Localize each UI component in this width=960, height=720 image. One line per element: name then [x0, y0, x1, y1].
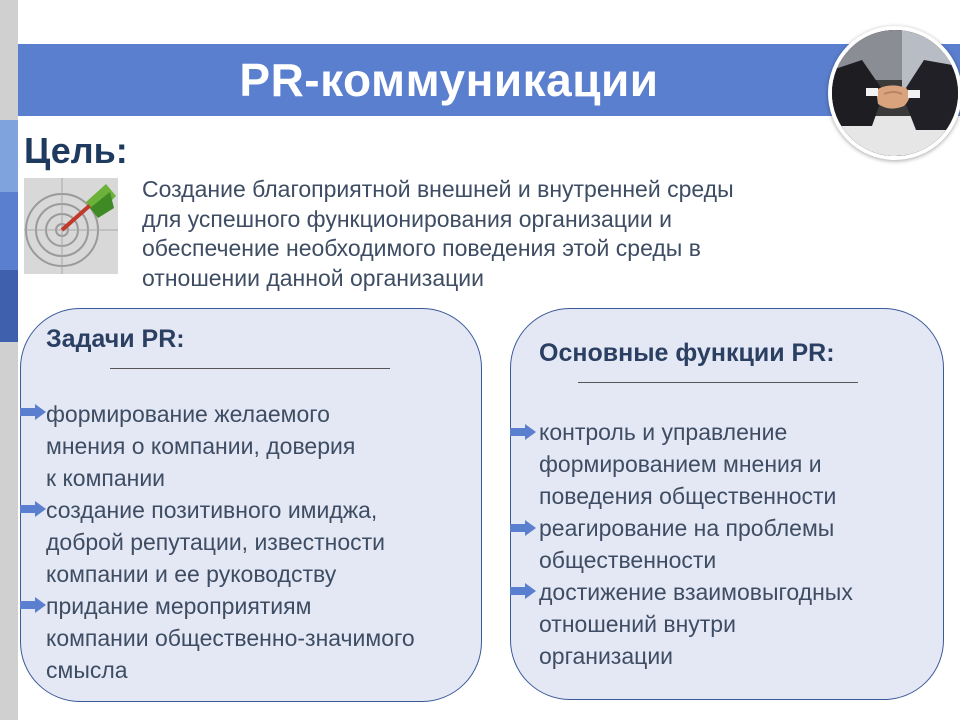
list-item: формированием мнения и: [539, 451, 822, 477]
list-item: поведения общественности: [539, 483, 837, 509]
arrow-bullet-icon: [20, 404, 46, 420]
goal-line: отношении данной организации: [142, 264, 485, 291]
goal-line: для успешного функционирования организации и: [142, 205, 672, 232]
arrow-bullet-icon: [20, 597, 46, 613]
left-stripe-segment: [0, 270, 18, 342]
goal-label: Цель:: [24, 130, 128, 171]
left-stripe-segment: [0, 342, 18, 720]
functions-heading-rule: [578, 382, 858, 383]
tasks-heading-rule: [110, 368, 390, 369]
list-item: придание мероприятиям: [46, 593, 312, 619]
arrow-bullet-icon: [510, 583, 536, 599]
functions-heading: Основные функции PR:: [539, 339, 835, 367]
left-stripe-segment: [0, 192, 18, 270]
list-item: организации: [539, 643, 674, 669]
arrow-bullet-icon: [510, 424, 536, 440]
slide-title: PR-коммуникации: [239, 54, 659, 106]
list-item: формирование желаемого: [46, 401, 330, 427]
target-dart-icon: [24, 178, 118, 274]
left-stripe-segment: [0, 0, 18, 120]
left-stripe-segment: [0, 120, 18, 192]
tasks-heading: Задачи PR:: [46, 325, 185, 353]
arrow-bullet-icon: [510, 520, 536, 536]
list-item: реагирование на проблемы: [539, 515, 835, 541]
list-item: смысла: [46, 657, 128, 683]
functions-list: [539, 416, 853, 672]
goal-description: [142, 175, 862, 293]
arrow-bullet-icon: [20, 501, 46, 517]
goal-line: Создание благоприятной внешней и внутренней среды: [142, 176, 734, 202]
list-item: достижение взаимовыгодных: [539, 579, 853, 605]
list-item: доброй репутации, известности: [46, 529, 386, 555]
list-item: к компании: [46, 465, 166, 491]
list-item: компании и ее руководству: [46, 561, 337, 587]
goal-line: обеспечение необходимого поведения этой среды в: [142, 235, 701, 261]
list-item: общественности: [539, 547, 717, 573]
list-item: компании общественно-значимого: [46, 625, 415, 651]
list-item: мнения о компании, доверия: [46, 433, 356, 459]
list-item: создание позитивного имиджа,: [46, 497, 378, 523]
list-item: отношений внутри: [539, 611, 736, 637]
handshake-photo: [828, 26, 960, 160]
handshake-photo-image: [832, 30, 958, 156]
list-item: контроль и управление: [539, 419, 788, 445]
tasks-list: [46, 398, 415, 686]
